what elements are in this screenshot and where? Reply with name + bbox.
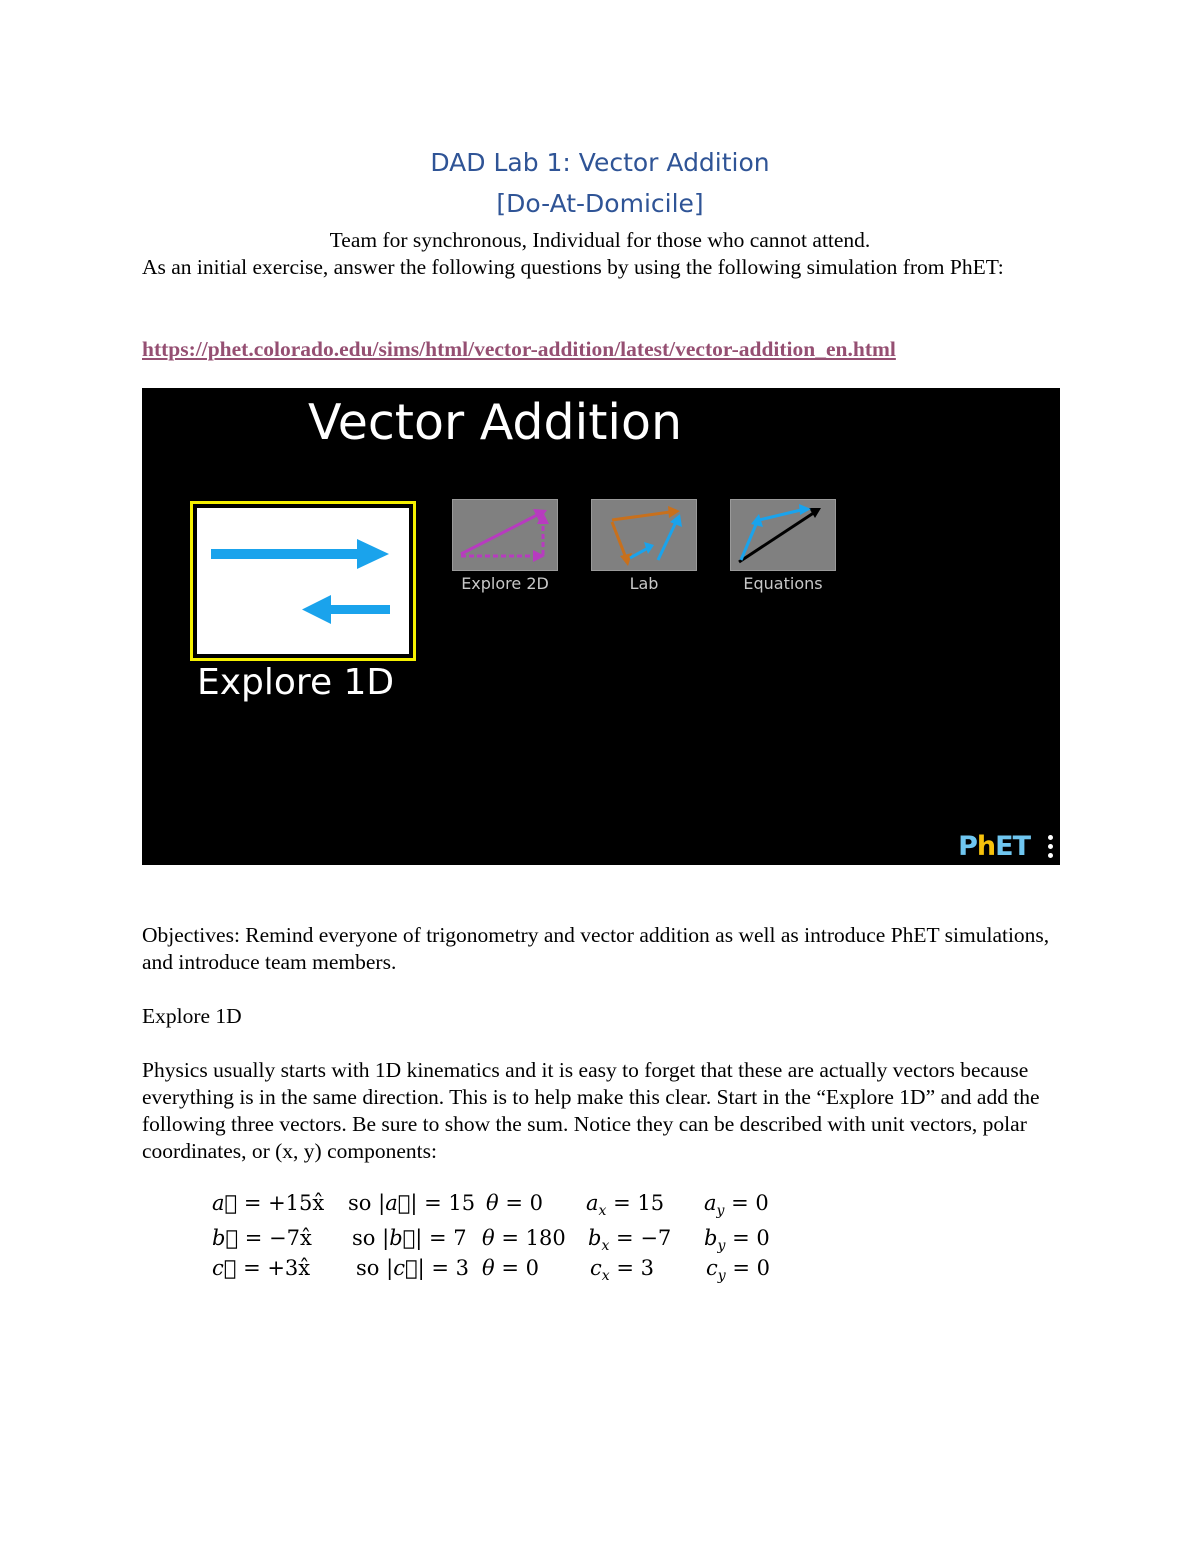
equations-screen-button[interactable] <box>730 499 836 571</box>
eq-b-mag: so |b⃗| = 7 <box>352 1226 467 1250</box>
eq-a-y: $a_y = 0$ <box>704 1191 769 1219</box>
objectives-paragraph: Objectives: Remind everyone of trigonometry and vector addition as well as introduce PhET simulations, and introduce team members. <box>142 923 1050 974</box>
phet-link[interactable]: https://phet.colorado.edu/sims/html/vector-addition/latest/vector-addition_en.html <box>142 337 896 361</box>
eq-b-unit <box>212 1228 312 1249</box>
eq-c-mag-value: = 3 <box>431 1256 469 1280</box>
explore-1d-screen-button[interactable] <box>190 501 416 661</box>
lab-screen-button[interactable] <box>591 499 697 571</box>
explore-2d-icon <box>461 509 549 562</box>
eq-b-so: so <box>352 1226 376 1250</box>
eq-c-y-value: = 0 <box>732 1256 771 1280</box>
explore-2d-label: Explore 2D <box>461 574 549 593</box>
left-arrow-icon <box>302 595 390 624</box>
equations-label: Equations <box>743 574 823 593</box>
lab-label: Lab <box>629 574 659 593</box>
eq-a-unit-value: = +15x̂ <box>243 1191 325 1215</box>
phet-logo: PhET <box>958 831 1030 862</box>
eq-c-y: $c_y = 0$ <box>706 1256 771 1284</box>
eq-b-mag-value: = 7 <box>429 1226 467 1250</box>
kebab-menu-icon[interactable] <box>1048 835 1054 859</box>
body-paragraph: Physics usually starts with 1D kinematics and it is easy to forget that these are actually vectors because everything is in the same direction. This is to help make this clear. Start in the “Explore 1D” and add the following three vectors. Be sure to show the sum. Notice they can be described with unit vectors, polar coordinates, or (x, y) components: <box>142 1058 1040 1163</box>
eq-a-mag: so |a⃗| = 15 <box>348 1191 476 1215</box>
equations-icon <box>739 504 821 562</box>
eq-a-unit <box>212 1193 324 1214</box>
eq-c-x: $c_x = 3$ <box>590 1256 654 1284</box>
lab-icon <box>612 506 682 566</box>
eq-a-theta: θ = 0 <box>486 1191 543 1215</box>
vector-b-symbol: b⃗ <box>212 1226 239 1250</box>
eq-b-y: $b_y = 0$ <box>704 1226 770 1254</box>
document-subtitle: [Do-At-Domicile] <box>496 189 704 218</box>
eq-c-theta: θ = 0 <box>482 1256 539 1280</box>
eq-a-mag-value: = 15 <box>424 1191 476 1215</box>
eq-b-x: $b_x = -7$ <box>588 1226 672 1254</box>
team-line: Team for synchronous, Individual for those who cannot attend. <box>329 228 871 252</box>
explore-2d-screen-button[interactable] <box>452 499 558 571</box>
section-heading: Explore 1D <box>142 1004 242 1028</box>
sim-title: Vector Addition <box>308 394 683 451</box>
eq-c-theta-value: = 0 <box>501 1256 539 1280</box>
eq-b-x-value: = −7 <box>616 1226 672 1250</box>
intro-paragraph: As an initial exercise, answer the following questions by using the following simulation from PhET: <box>142 255 1004 279</box>
eq-b-theta-value: = 180 <box>501 1226 566 1250</box>
eq-b-unit-value: = −7x̂ <box>244 1226 312 1250</box>
eq-c-unit <box>212 1258 310 1279</box>
vector-a-symbol: a⃗ <box>212 1191 238 1215</box>
eq-b-y-value: = 0 <box>732 1226 770 1250</box>
eq-c-unit-value: = +3x̂ <box>243 1256 311 1280</box>
phet-simulation-screenshot <box>142 388 1060 865</box>
eq-c-so: so <box>356 1256 380 1280</box>
eq-a-x-value: = 15 <box>613 1191 665 1215</box>
eq-c-x-value: = 3 <box>616 1256 654 1280</box>
explore-1d-label: Explore 1D <box>197 662 395 703</box>
eq-a-theta-value: = 0 <box>505 1191 543 1215</box>
eq-a-so: so <box>348 1191 372 1215</box>
document-title: DAD Lab 1: Vector Addition <box>430 148 770 177</box>
right-arrow-icon <box>211 539 389 569</box>
eq-c-mag: so |c⃗| = 3 <box>356 1256 469 1280</box>
vector-c-symbol: c⃗ <box>212 1256 237 1280</box>
eq-a-y-value: = 0 <box>731 1191 769 1215</box>
eq-a-x: $a_x = 15$ <box>586 1191 665 1219</box>
eq-b-theta: θ = 180 <box>482 1226 566 1250</box>
